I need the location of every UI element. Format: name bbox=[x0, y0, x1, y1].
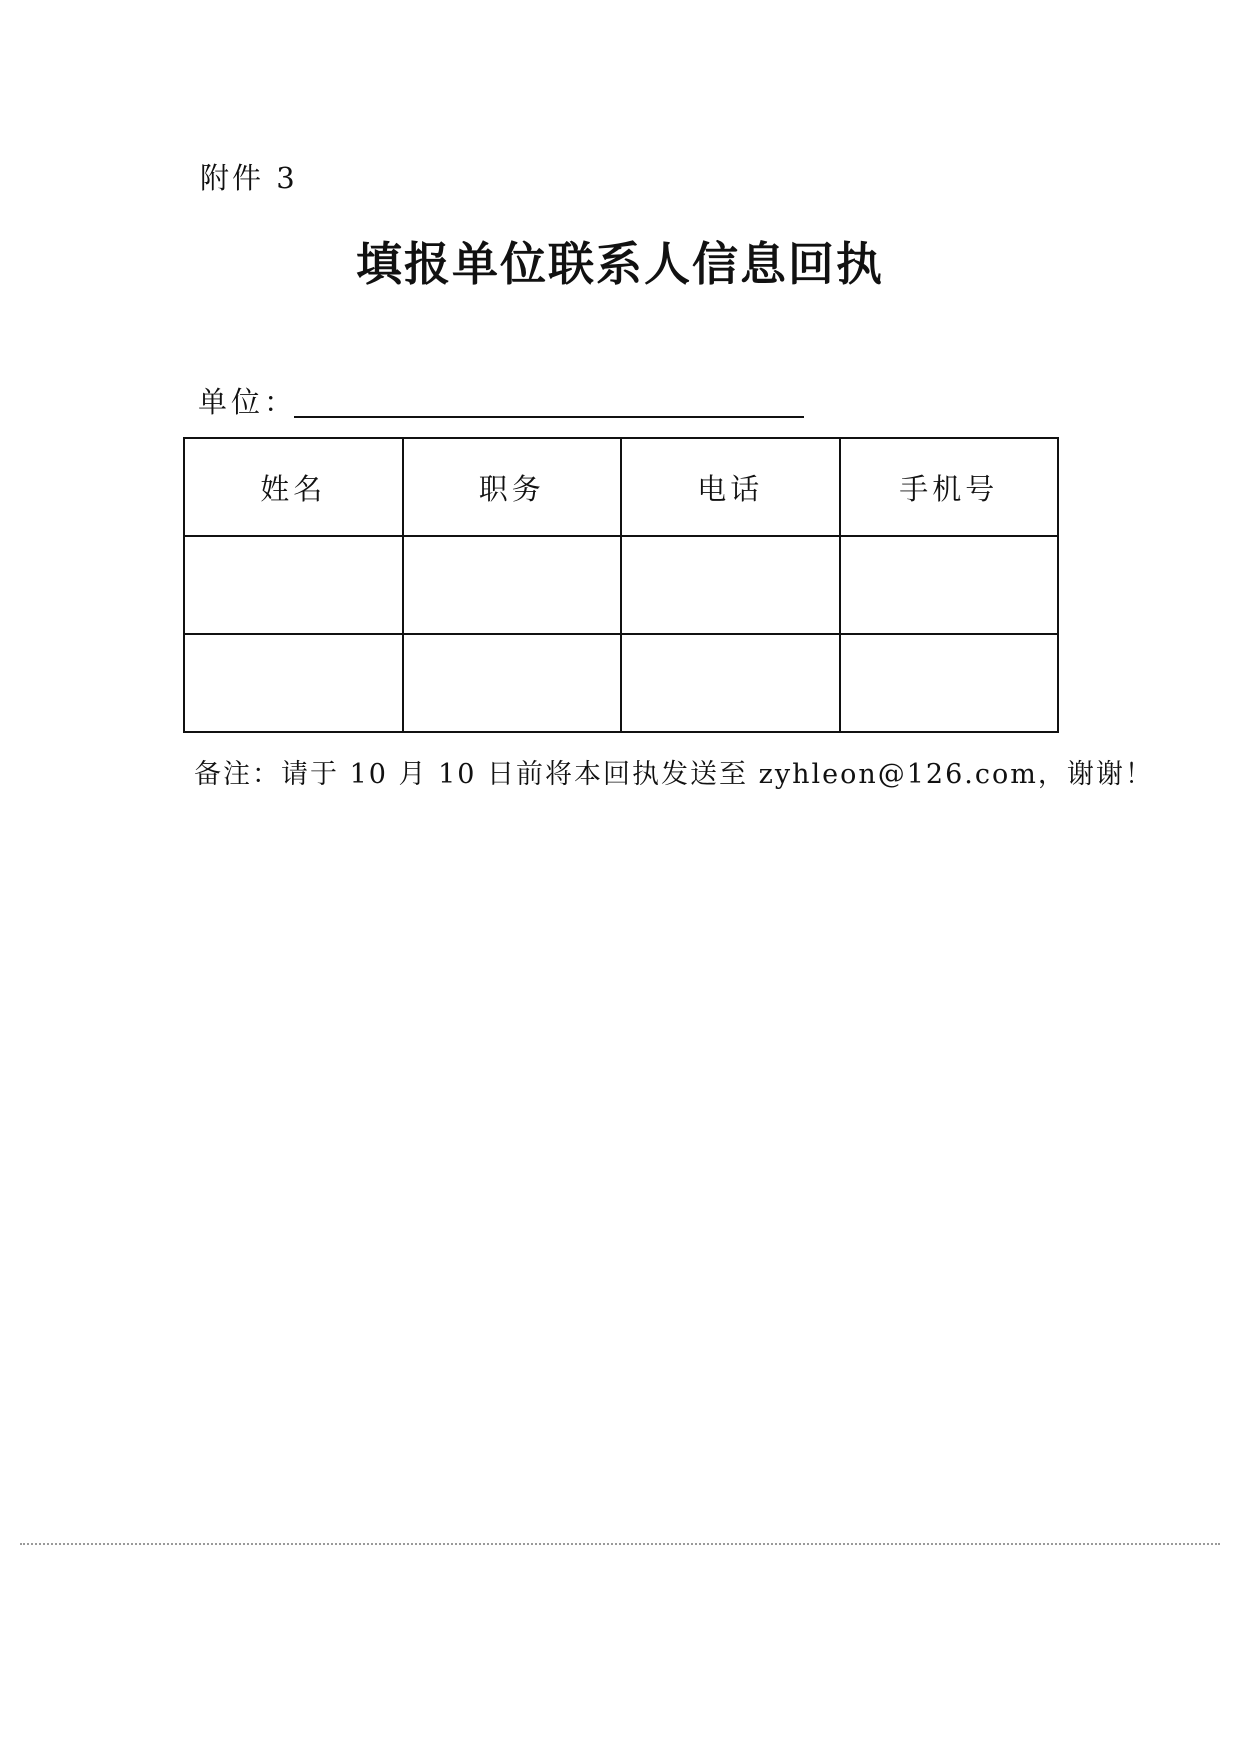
unit-fill-line[interactable] bbox=[294, 416, 804, 418]
header-mobile: 手机号 bbox=[840, 438, 1059, 536]
header-name: 姓名 bbox=[184, 438, 403, 536]
unit-row bbox=[198, 380, 808, 420]
cell-position[interactable] bbox=[403, 536, 622, 634]
cell-position[interactable] bbox=[403, 634, 622, 732]
contact-table bbox=[183, 437, 1059, 733]
table-row bbox=[184, 536, 1058, 634]
remark-note: 备注：请于 10 月 10 日前将本回执发送至 zyhleon@126.com，谢谢！ bbox=[194, 759, 1154, 790]
cell-phone[interactable] bbox=[621, 536, 840, 634]
attachment-label: 附件 3 bbox=[200, 161, 298, 195]
scan-artifact-line bbox=[20, 1543, 1220, 1545]
cell-mobile[interactable] bbox=[840, 536, 1059, 634]
header-position: 职务 bbox=[403, 438, 622, 536]
cell-name[interactable] bbox=[184, 536, 403, 634]
cell-name[interactable] bbox=[184, 634, 403, 732]
table-header-row bbox=[184, 438, 1058, 536]
document-title: 填报单位联系人信息回执 bbox=[356, 237, 884, 291]
cell-phone[interactable] bbox=[621, 634, 840, 732]
cell-mobile[interactable] bbox=[840, 634, 1059, 732]
header-phone: 电话 bbox=[621, 438, 840, 536]
unit-label: 单位： bbox=[198, 385, 298, 419]
table-row bbox=[184, 634, 1058, 732]
